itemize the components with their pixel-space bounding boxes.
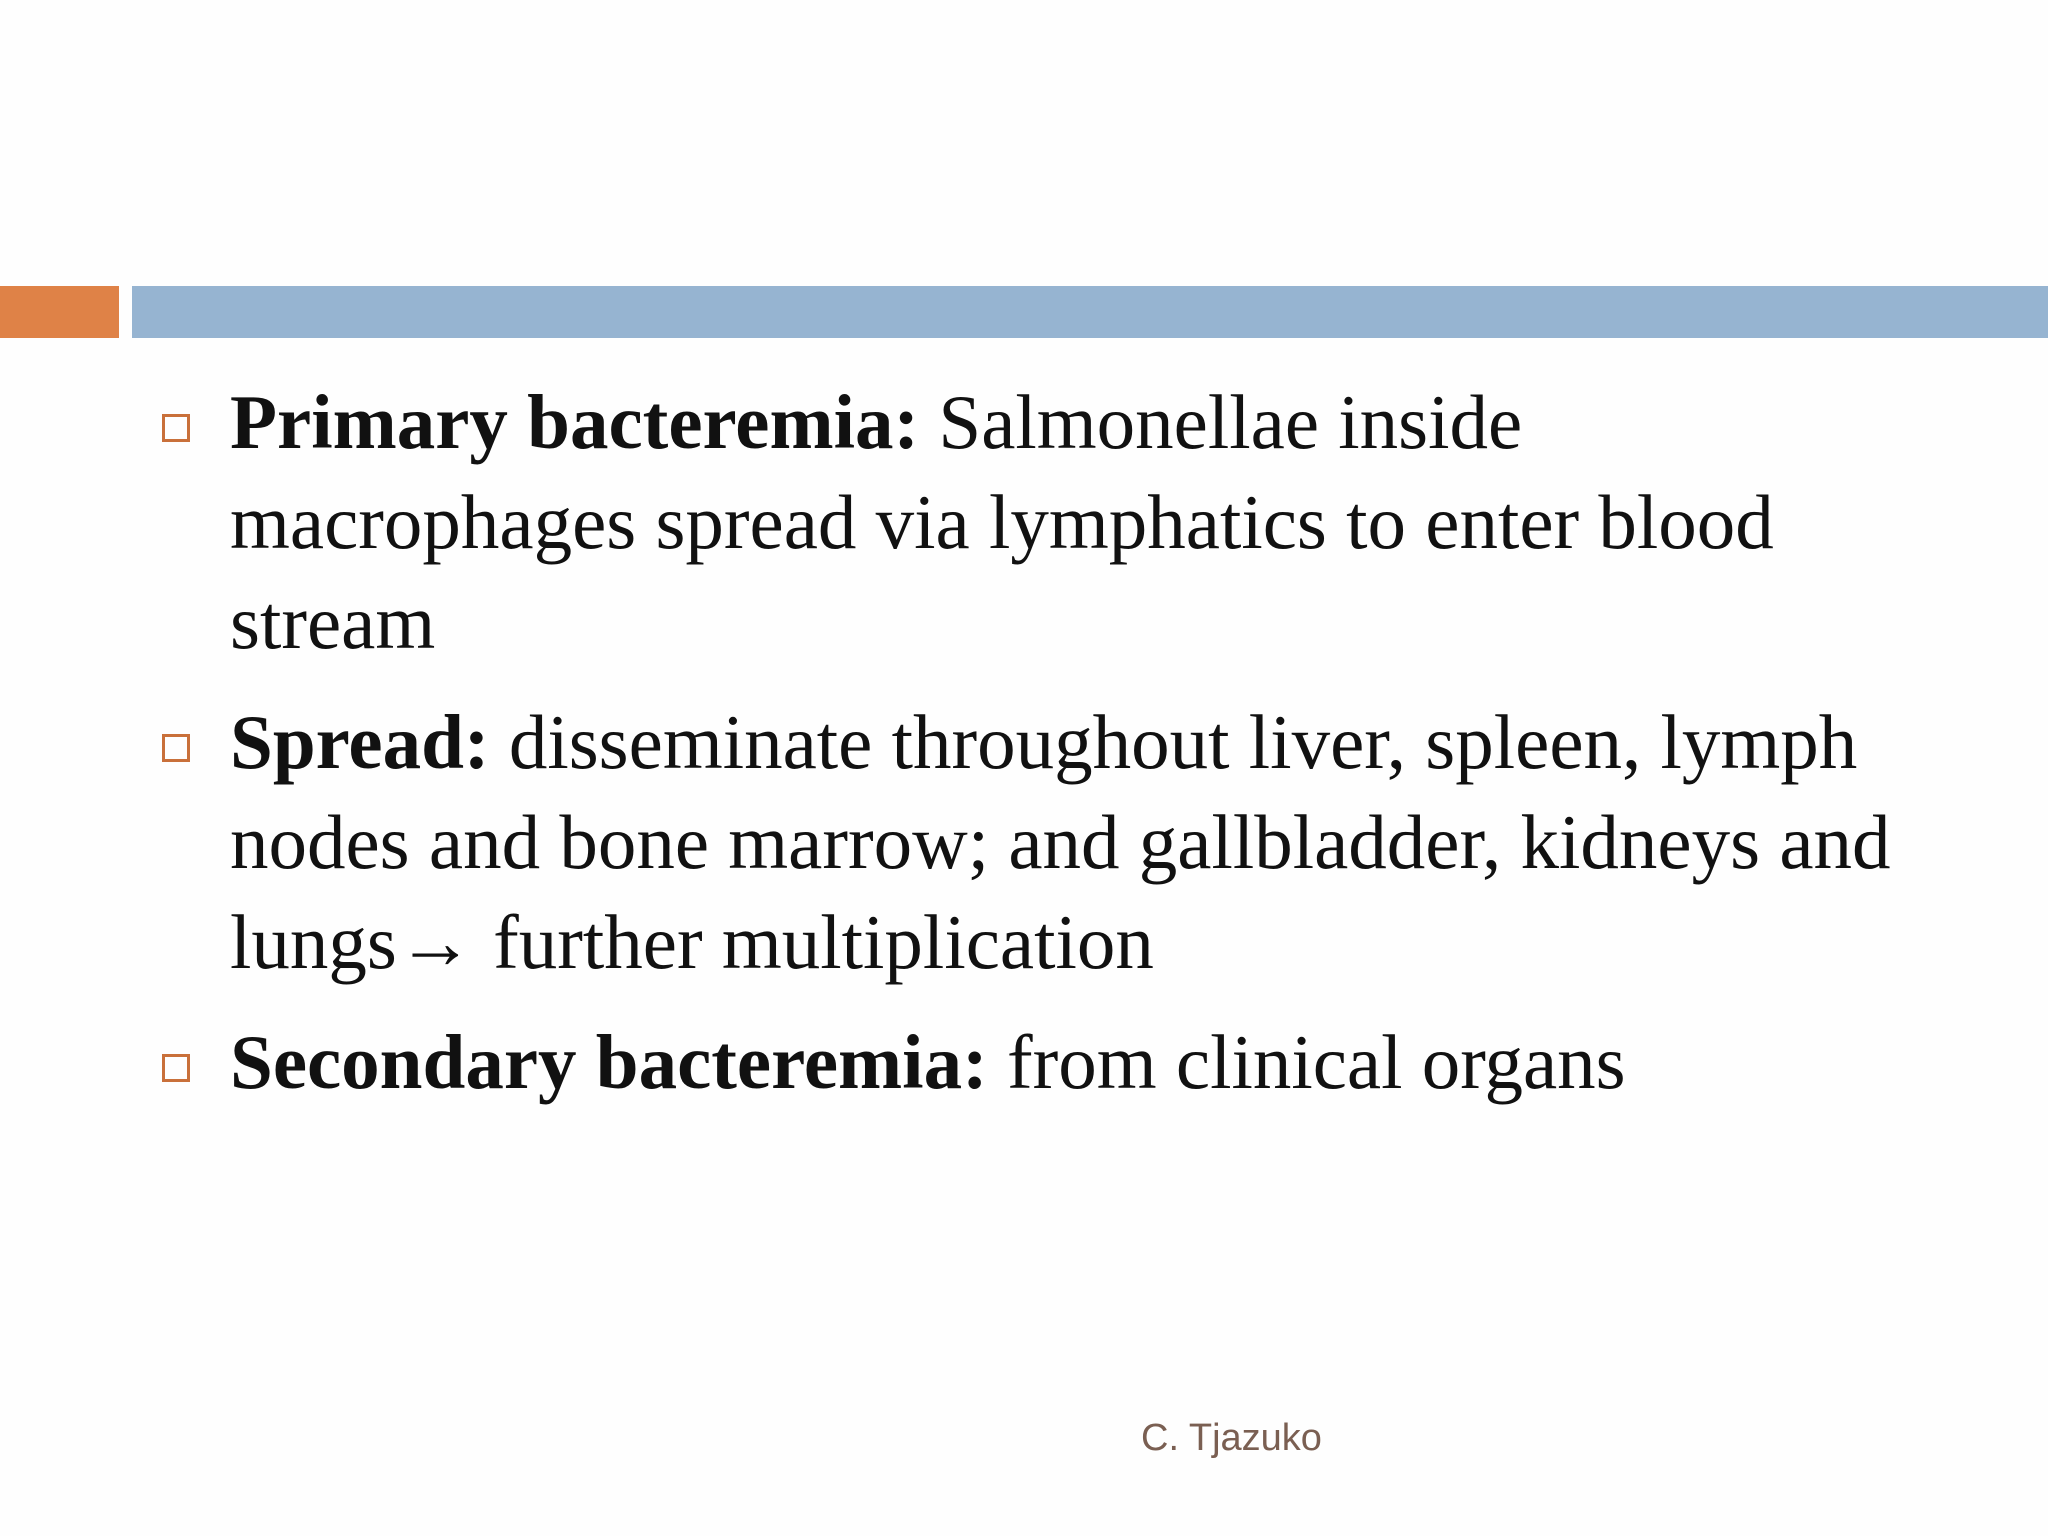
bullet-item-spread [0,692,2048,992]
hollow-square-bullet-icon [162,414,190,442]
hollow-square-bullet-icon [162,734,190,762]
bullet-lead: Spread: [230,699,490,785]
footer-author: C. Tjazuko [1141,1417,1322,1459]
bullet-lead: Primary bacteremia: [230,379,920,465]
bullet-list [0,372,2048,1132]
bullet-text: Salmonellae inside macrophages spread via lymphatics to enter blood stream [230,379,1774,665]
hollow-square-bullet-icon [162,1054,190,1082]
bullet-text: disseminate throughout liver, spleen, lymph nodes and bone marrow; and gallbladder, kidneys and lungs→ further multiplication [230,699,1891,985]
accent-bar-orange [0,286,119,338]
bullet-lead: Secondary bacteremia: [230,1019,988,1105]
bullet-item-primary-bacteremia [0,372,2048,672]
bullet-text: from clinical organs [987,1019,1626,1105]
bullet-item-secondary-bacteremia [0,1012,2048,1112]
accent-bar-blue [132,286,2048,338]
